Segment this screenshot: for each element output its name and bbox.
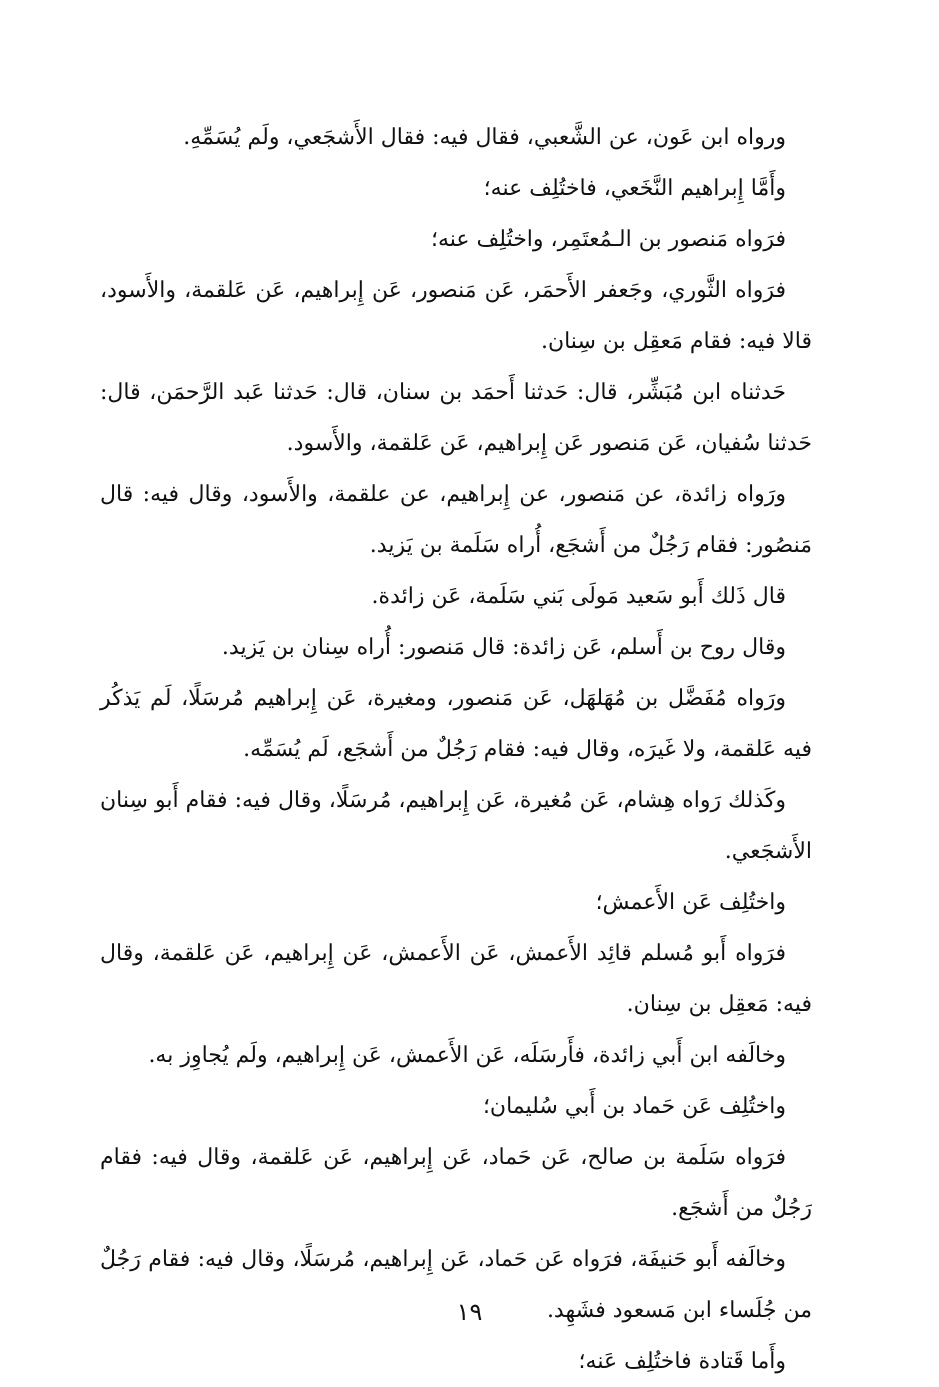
- paragraph-6: ورَواه زائدة، عن مَنصور، عن إِبراهيم، عن علقمة، والأَسود، وقال فيه: قال مَنصُور: فقام رَجُلٌ من أَشجَع، أُراه سَلَمة بن يَزيد.: [100, 482, 812, 558]
- paragraph-17: وأَما قَتادة فاختُلِف عَنه؛: [578, 1349, 786, 1374]
- paragraph-1: ورواه ابن عَون، عن الشَّعبي، فقال فيه: فقال الأَشجَعي، ولَم يُسَمِّهِ.: [183, 125, 786, 150]
- paragraph-7: قال ذَلك أَبو سَعيد مَولَى بَني سَلَمة، عَن زائدة.: [371, 584, 786, 609]
- paragraph-10: وكَذلك رَواه هِشام، عَن مُغيرة، عَن إِبراهيم، مُرسَلًا، وقال فيه: فقام أَبو سِنان الأَشجَعي.: [100, 788, 812, 864]
- paragraph-3: فرَواه مَنصور بن الـمُعتَمِر، واختُلِف عنه؛: [430, 227, 786, 252]
- paragraph-5: حَدثناه ابن مُبَشِّر، قال: حَدثنا أَحمَد بن سنان، قال: حَدثنا عَبد الرَّحمَن، قال: حَدثنا سُفيان، عَن مَنصور عَن إِبراهيم، عَن عَلقمة، والأَسود.: [100, 380, 812, 456]
- paragraph-2: وأَمَّا إِبراهيم النَّخَعي، فاختُلِف عنه؛: [483, 176, 786, 201]
- paragraph-14: واختُلِف عَن حَماد بن أَبي سُليمان؛: [482, 1094, 786, 1119]
- page-number: ١٩: [456, 1298, 483, 1326]
- paragraph-9: ورَواه مُفَضَّل بن مُهَلهَل، عَن مَنصور، ومغيرة، عَن إِبراهيم مُرسَلًا، لَم يَذكُر فيه عَلقمة، ولا غَيرَه، وقال فيه: فقام رَجُلٌ من أَشجَع، لَم يُسَمِّه.: [100, 686, 812, 762]
- paragraph-4: فرَواه الثَّوري، وجَعفر الأَحمَر، عَن مَنصور، عَن إِبراهيم، عَن عَلقمة، والأَسود، قالا فيه: فقام مَعقِل بن سِنان.: [100, 278, 812, 354]
- paragraph-15: فرَواه سَلَمة بن صالح، عَن حَماد، عَن إِبراهيم، عَن عَلقمة، وقال فيه: فقام رَجُلٌ من أَشجَع.: [100, 1145, 812, 1221]
- paragraph-8: وقال روح بن أَسلم، عَن زائدة: قال مَنصور: أُراه سِنان بن يَزيد.: [221, 635, 786, 660]
- paragraph-12: فرَواه أَبو مُسلم قائِد الأَعمش، عَن الأَعمش، عَن إِبراهيم، عَن عَلقمة، وقال فيه: مَعقِل بن سِنان.: [100, 941, 812, 1017]
- paragraph-16: وخالَفه أَبو حَنيفَة، فرَواه عَن حَماد، عَن إِبراهيم، مُرسَلًا، وقال فيه: فقام رَجُلٌ من جُلَساء ابن مَسعود فشَهِد.: [100, 1247, 812, 1323]
- paragraph-11: واختُلِف عَن الأَعمش؛: [595, 890, 786, 915]
- paragraph-13: وخالَفه ابن أَبي زائدة، فأَرسَلَه، عَن الأَعمش، عَن إِبراهيم، ولَم يُجاوِز به.: [148, 1043, 786, 1068]
- page-body: [100, 112, 812, 1387]
